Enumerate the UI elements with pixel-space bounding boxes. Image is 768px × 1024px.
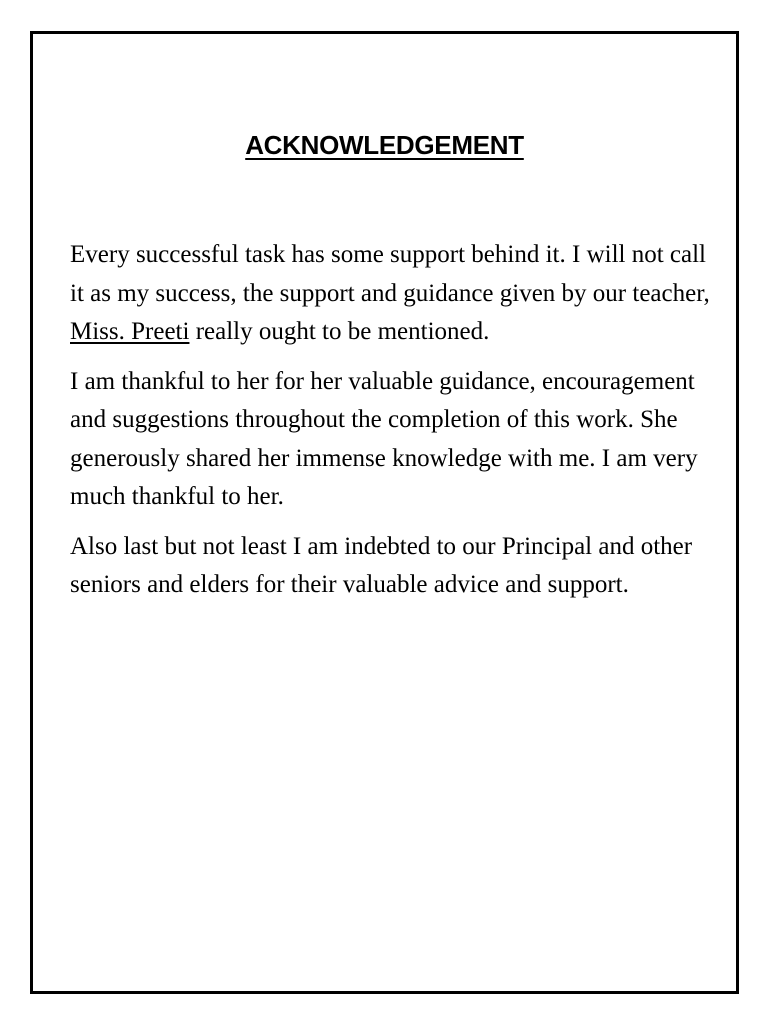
page-title: ACKNOWLEDGEMENT <box>245 130 524 160</box>
paragraph-1-text-start: Every successful task has some support behind it. I will not call it as my success, the support and guidance given by our teacher, <box>70 241 710 307</box>
paragraph-1-text-end: really ought to be mentioned. <box>189 318 490 345</box>
paragraph-1 <box>70 236 710 352</box>
teacher-name: Miss. Preeti <box>70 318 190 345</box>
paragraph-3: Also last but not least I am indebted to our Principal and other seniors and elders for their valuable advice and support. <box>70 532 693 598</box>
paragraph-2: I am thankful to her for her valuable guidance, encouragement and suggestions throughout the completion of this work. She generously shared her immense knowledge with me. I am very much thankful to her. <box>70 367 698 510</box>
acknowledgement-body <box>70 236 710 616</box>
page-border <box>30 31 739 994</box>
